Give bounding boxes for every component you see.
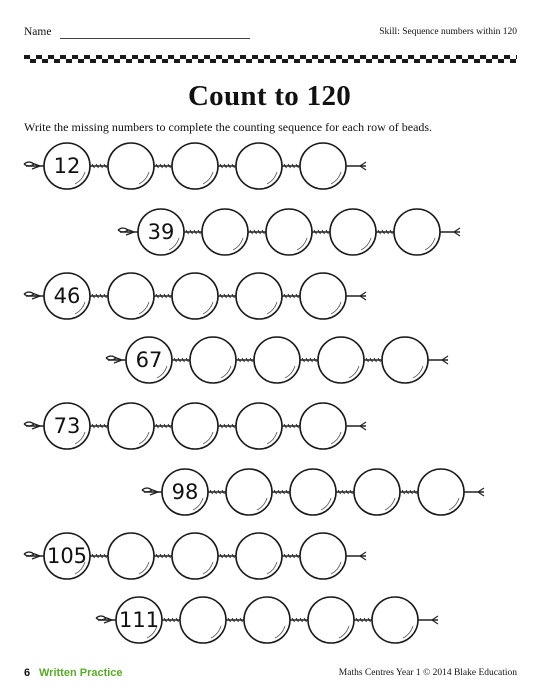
- string-knot: [24, 422, 40, 429]
- bead-blank[interactable]: [180, 597, 226, 643]
- bead-blank[interactable]: [372, 597, 418, 643]
- page-footer: [24, 668, 517, 682]
- bead-row: [22, 270, 370, 322]
- bead-row: [116, 206, 464, 258]
- name-write-line[interactable]: [60, 38, 250, 39]
- bead-blank[interactable]: [190, 337, 236, 383]
- start-number: 111: [118, 608, 160, 632]
- string-knot: [118, 228, 134, 235]
- start-number: 73: [53, 414, 81, 438]
- start-number: 46: [53, 284, 81, 308]
- bead-blank[interactable]: [108, 533, 154, 579]
- bead-blank[interactable]: [236, 403, 282, 449]
- string-knot: [96, 616, 112, 623]
- string-knot: [24, 162, 40, 169]
- bead-blank[interactable]: [382, 337, 428, 383]
- bead-blank[interactable]: [172, 273, 218, 319]
- bead-blank[interactable]: [318, 337, 364, 383]
- bead-blank[interactable]: [108, 273, 154, 319]
- bead-blank[interactable]: [308, 597, 354, 643]
- bead-blank[interactable]: [266, 209, 312, 255]
- bead-blank[interactable]: [108, 143, 154, 189]
- bead-blank[interactable]: [202, 209, 248, 255]
- bead-blank[interactable]: [172, 403, 218, 449]
- bead-row: [22, 140, 370, 192]
- bead-blank[interactable]: [394, 209, 440, 255]
- string-knot: [24, 552, 40, 559]
- bead-blank[interactable]: [236, 273, 282, 319]
- bead-row: [140, 466, 488, 518]
- start-number: 105: [46, 544, 88, 568]
- bead-blank[interactable]: [172, 533, 218, 579]
- bead-blank[interactable]: [418, 469, 464, 515]
- checkered-divider: [24, 55, 517, 63]
- bead-blank[interactable]: [300, 273, 346, 319]
- instructions: Write the missing numbers to complete the counting sequence for each row of beads.: [24, 120, 433, 134]
- bead-blank[interactable]: [108, 403, 154, 449]
- bead-blank[interactable]: [354, 469, 400, 515]
- page-title: Count to 120: [187, 80, 352, 112]
- copyright: Maths Centres Year 1 © 2014 Blake Education: [338, 668, 517, 678]
- page-header: [24, 26, 517, 42]
- bead-blank[interactable]: [236, 143, 282, 189]
- string-knot: [106, 356, 122, 363]
- bead-blank[interactable]: [300, 143, 346, 189]
- start-number: 98: [171, 480, 199, 504]
- bead-row: [94, 594, 442, 646]
- skill-label: Skill: Sequence numbers within 120: [379, 27, 517, 37]
- bead-blank[interactable]: [300, 403, 346, 449]
- bead-row: [22, 400, 370, 452]
- name-label: Name: [24, 26, 52, 38]
- string-knot: [142, 488, 158, 495]
- page-number: 6: [24, 667, 31, 679]
- bead-blank[interactable]: [236, 533, 282, 579]
- start-number: 39: [147, 220, 175, 244]
- bead-blank[interactable]: [254, 337, 300, 383]
- bead-row: [104, 334, 452, 386]
- bead-blank[interactable]: [330, 209, 376, 255]
- bead-blank[interactable]: [172, 143, 218, 189]
- bead-blank[interactable]: [290, 469, 336, 515]
- bead-blank[interactable]: [300, 533, 346, 579]
- bead-row: [22, 530, 370, 582]
- bead-blank[interactable]: [226, 469, 272, 515]
- string-knot: [24, 292, 40, 299]
- bead-blank[interactable]: [244, 597, 290, 643]
- start-number: 12: [53, 154, 81, 178]
- section-label: Written Practice: [39, 667, 123, 679]
- start-number: 67: [135, 348, 163, 372]
